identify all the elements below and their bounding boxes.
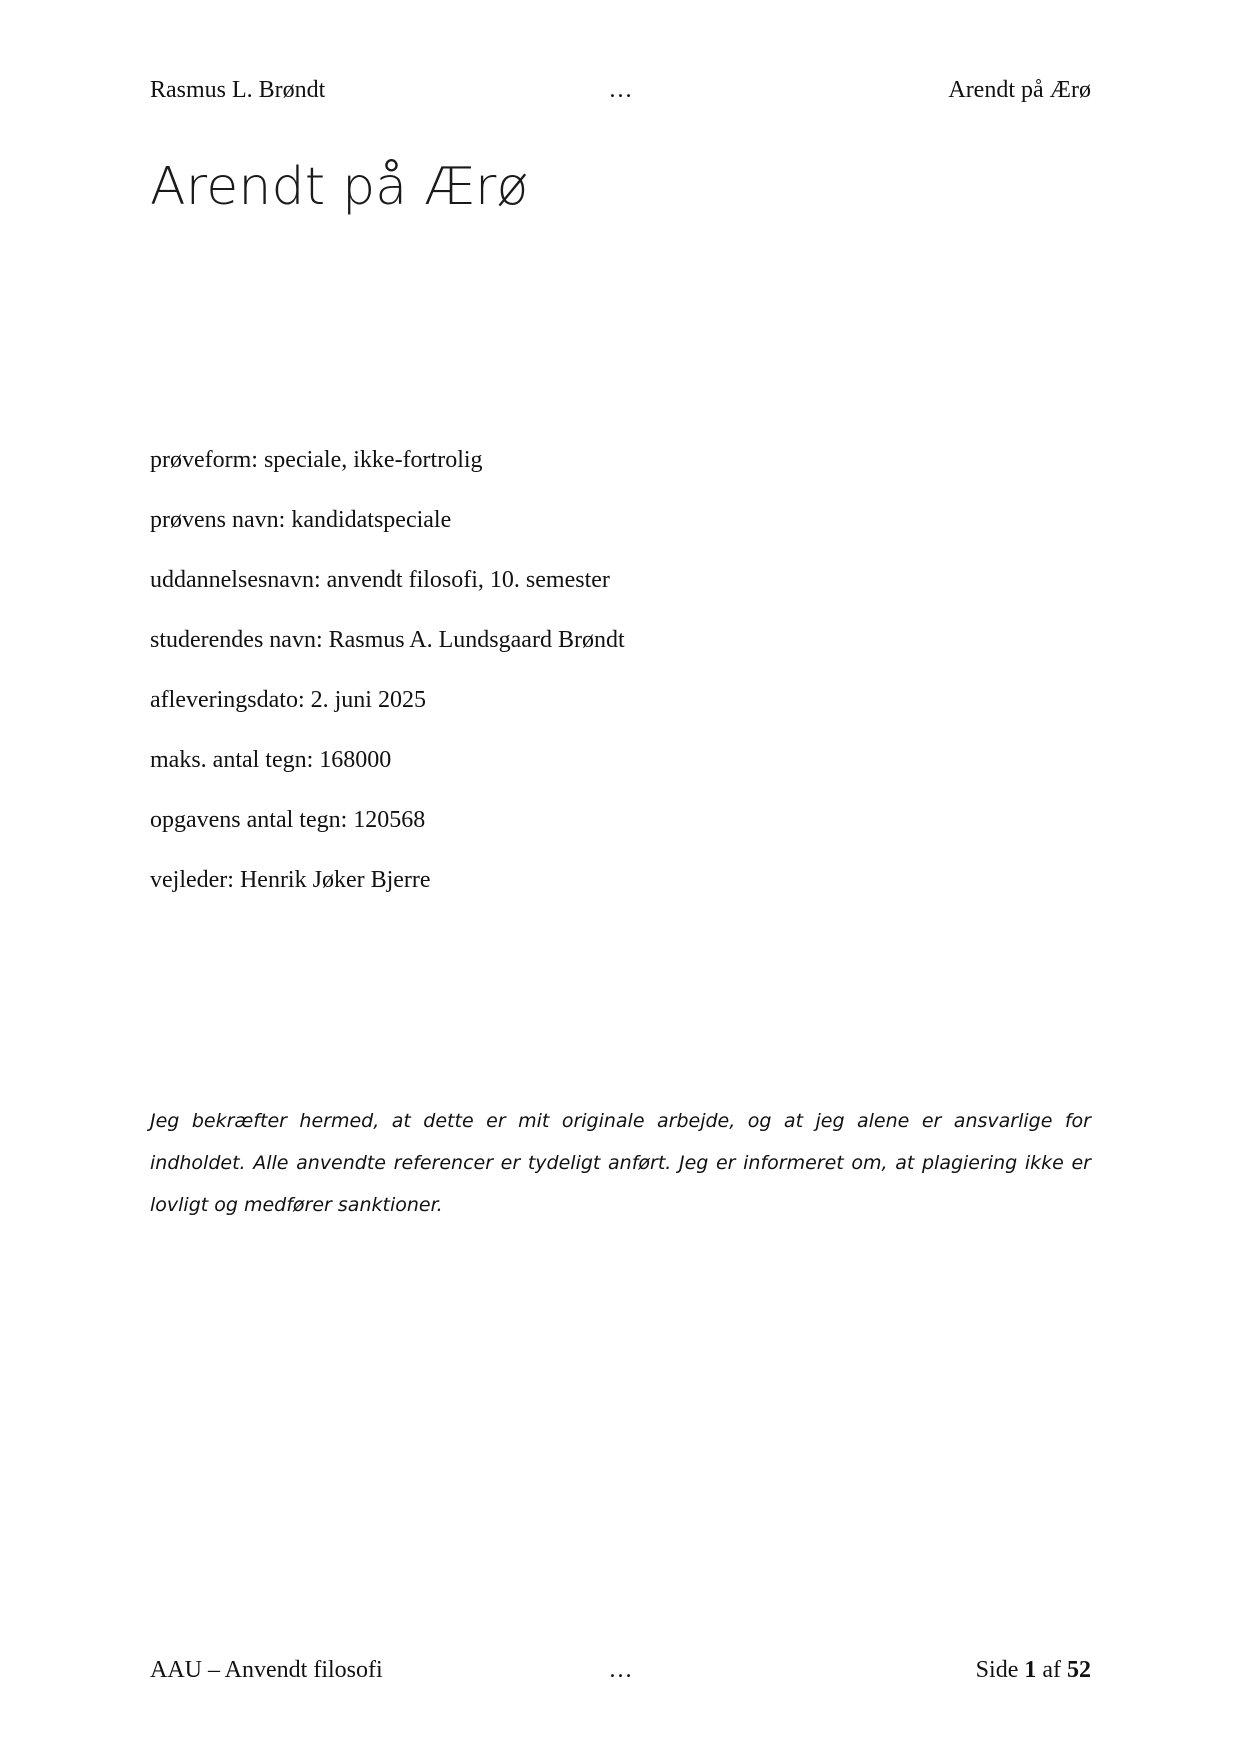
page-footer	[150, 1650, 1091, 1690]
header-center-ellipsis: …	[608, 77, 633, 103]
meta-label: afleveringsdato:	[150, 687, 305, 713]
document-title: Arendt på Ærø	[150, 157, 529, 217]
meta-value: speciale, ikke-fortrolig	[263, 447, 483, 473]
meta-label: uddannelsesnavn:	[150, 567, 321, 593]
footer-institution: AAU – Anvendt filosofi	[150, 1657, 383, 1683]
meta-student-name	[150, 620, 625, 680]
meta-value: 2. juni 2025	[310, 687, 426, 713]
page-prefix: Side	[975, 1657, 1019, 1683]
meta-thesis-characters	[150, 800, 625, 860]
meta-value: Henrik Jøker Bjerre	[239, 867, 431, 893]
meta-programme	[150, 560, 625, 620]
meta-value: kandidatspeciale	[291, 507, 452, 533]
page-number	[976, 1650, 1091, 1690]
page-header	[150, 70, 1091, 110]
meta-label: maks. antal tegn:	[150, 747, 314, 773]
meta-label: prøvens navn:	[150, 507, 286, 533]
meta-label: opgavens antal tegn:	[150, 807, 348, 833]
meta-value: Rasmus A. Lundsgaard Brøndt	[328, 627, 625, 653]
meta-label: studerendes navn:	[150, 627, 323, 653]
meta-value: 168000	[319, 747, 392, 773]
header-author: Rasmus L. Brøndt	[150, 77, 326, 103]
meta-value: 120568	[353, 807, 426, 833]
meta-value: anvendt filosofi, 10. semester	[326, 567, 610, 593]
page-middle: af	[1042, 1657, 1061, 1683]
meta-submission-date	[150, 680, 625, 740]
footer-center-ellipsis: …	[608, 1657, 633, 1683]
meta-exam-form	[150, 440, 625, 500]
page-total: 52	[1067, 1657, 1091, 1683]
meta-label: prøveform:	[150, 447, 258, 473]
exam-metadata-list	[150, 440, 625, 920]
meta-supervisor	[150, 860, 625, 920]
meta-max-characters	[150, 740, 625, 800]
meta-label: vejleder:	[150, 867, 234, 893]
originality-declaration: Jeg bekræfter hermed, at dette er mit originale arbejde, og at jeg alene er ansvarlige for indholdet. Alle anvendte referencer er tydeligt anført. Jeg er informeret om, at plagiering ikke er lovligt og medfører sanktioner.	[150, 1110, 1091, 1216]
page-current: 1	[1024, 1657, 1037, 1683]
header-title: Arendt på Ærø	[948, 77, 1091, 103]
meta-exam-name	[150, 500, 625, 560]
